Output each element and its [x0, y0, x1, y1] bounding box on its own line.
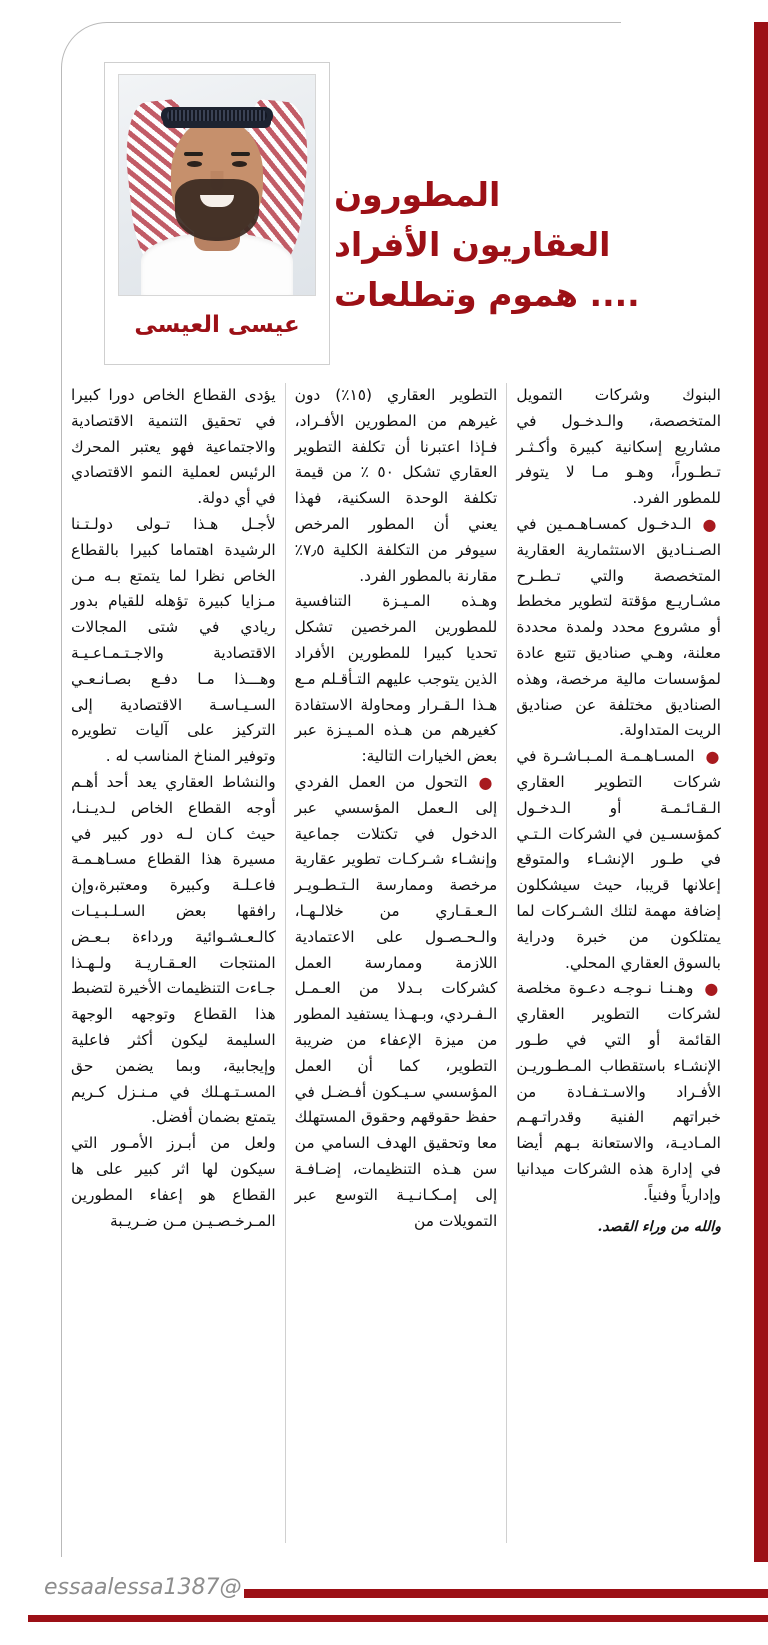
article-column-middle — [285, 383, 508, 1543]
author-name: عيسى العيسى — [134, 312, 300, 338]
paragraph: لأجـل هـذا تـولى دولـتـنا الرشيدة اهتماما كبيرا بالقطاع الخاص نظرا لما يتمتع بـه مـن مـزايا كبيرة تؤهله للقيام بدور ريادي في شتى المجالات الاقتصادية والاجـتـمـاعـيـة وهـــذا مـا دفـع بصـانـعـي السـيـاسـة الاقتصادية إلى التركيز على آليات تطويره وتوفير المناخ المناسب له . — [71, 514, 276, 766]
paragraph-bulleted: ● وهـنـا نـوجـه دعـوة مخلصة لشركات التطوير العقاري القائمة أو التي في طـور الإنشـاء باستقطاب المـطـوريـن الأفـراد والاسـتـفـادة من خبراتهم الفنية وقدراتـهـم المـاديـة، والاستعانة بـهم أيضا في إدارة هذه الشركات ميدانيا وإدارياً وفنياً. — [516, 979, 721, 1204]
author-social-handle[interactable]: essaalessa1387@ — [44, 1575, 242, 1600]
paragraph: يؤدى القطاع الخاص دورا كبيرا في تحقيق التنمية الاقتصادية والاجتماعية فهو يعتبر المحرك الرئيس لعملية النمو الاقتصادي في أي دولة. — [71, 386, 276, 508]
paragraph: التطوير العقاري (١٥٪) دون غيرهم من المطورين الأفـراد، فـإذا اعتبرنا أن تكلفة التطوير العقاري تشكل ٥٠ ٪ من قيمة تكلفة الوحدة السكنية، فهذا يعني أن المطور المرخص سيوفر من التكلفة الكلية ٧٫٥٪ مقارنة بالمطور الفرد. — [294, 386, 498, 585]
bullet-icon — [473, 772, 498, 791]
footer-white-strip — [0, 1625, 768, 1645]
paragraph-bulleted: ● التحول من العمل الفردي إلى الـعمل المؤسسي عبر الدخول في تكتلات جماعية وإنشـاء شـركـات تطوير عقارية مرخصة وممارسة الـتـطـويـر الـعـقـاري من خلالـهـا، والـحـصـول على الاعتمادية اللازمة وممارسة العمل كشركات بـدلا من العـمـل الـفـردي، وبـهـذا يستفيد المطور من ميزة الإعفاء من ضريبة التطوير، كما أن العمل المؤسسي سـيـكون أفـضـل في حفظ حقوقهم وحقوق المستهلك معا وتحقيق الهدف السامي من سن هـذه التنظيمات، إضـافـة إلى إمـكـانـيـة التوسع عبر التمويلات من — [294, 772, 498, 1230]
article-footer — [0, 1559, 768, 1645]
author-photo-card — [104, 62, 330, 365]
bullet-icon — [699, 746, 720, 765]
article-columns — [0, 383, 768, 1543]
author-portrait — [118, 74, 316, 296]
article-signoff: والله من وراء القصد. — [597, 1218, 721, 1235]
headline-line-2: العقاريون الأفراد — [334, 225, 611, 265]
paragraph-bulleted: ● الـدخـول كمسـاهـمـين في الصـنـاديق الاستثمارية العقارية المتخصصة والتي تـطـرح مشـاريـع مؤقتة لتطوير مخطط أو مشروع محدد ولمدة محددة معلنة، وهـي صناديق تتبع عادة لمؤسسات مالية مرخصة، وهذه الصناديق مختلفة عن صناديق الريت المتداولة. — [516, 514, 721, 740]
bullet-icon: ● — [478, 772, 498, 792]
article-column-left — [507, 383, 730, 1543]
footer-rule-lower — [28, 1615, 768, 1622]
bullet-icon: ● — [705, 746, 721, 766]
bullet-icon: ● — [704, 979, 721, 999]
paragraph: ولعل من أبـرز الأمـور التي سيكون لها اثر كبير على ها القطاع هو إعفاء المطورين المـرخـصـيـن مـن ضـريـبة — [71, 1134, 276, 1230]
page-title — [334, 170, 734, 320]
paragraph-bulleted: ● المسـاهـمـة المـبـاشـرة في شركات التطوير العقاري الـقـائـمـة أو الـدخـول كمؤسسـين في الشركات الـتـي في طـور الإنشـاء والمتوقع إعلانها قريبا، حيث سيشكلون إضافة مهمة لتلك الشـركات لما يمتلكون من خبرة ودراية بالسوق العقاري المحلي. — [516, 746, 721, 972]
article-column-right — [62, 383, 285, 1543]
paragraph: والنشاط العقاري يعد أحد أهـم أوجه القطاع الخاص لـديـنـا، حيث كـان لـه دور كبير في مسيرة هذا القطاع مسـاهـمـة فاعـلـة وكبيرة ومعتبرة،وإن رافقها بعض السـلـبـيـات كالـعـشـوائية ورداءة بـعـض المنتجات العـقـاريـة ولـهـذا جـاءت التنظيمات الأخيرة لتضبط هذا القطاع وتوجهه الوجهة السليمة ليكون أكثر فاعلية وإيجابية، وبما يضمن حق المسـتـهـلك في مـنـزل كـريم يتمتع بضمان أفضل. — [71, 772, 276, 1127]
headline-line-1: المطورون — [334, 175, 501, 214]
footer-rule-upper — [244, 1589, 768, 1598]
headline-line-3: .... هموم وتطلعات — [334, 275, 640, 315]
bullet-icon — [696, 514, 720, 533]
paragraph: البنوك وشركات التمويل المتخصصة، والـدخـول في مشاريع إسكانية كبيرة وأكـثـر تـطـوراً، وهـو مـا لا يتوفر للمطور الفرد. — [516, 386, 721, 508]
paragraph: وهـذه المـيـزة التنافسية للمطورين المرخصين تشكل تحديا كبيرا للمطورين الأفراد الذين يتوجب عليهم التـأقـلم مـع هـذا الـقـرار ومحاولة الاستفادة كغيرهم من هـذه المـيـزة عبر بعض الخيارات التالية: — [294, 592, 498, 766]
bullet-icon: ● — [702, 514, 721, 534]
bullet-icon — [698, 979, 721, 998]
article-header — [0, 0, 768, 382]
